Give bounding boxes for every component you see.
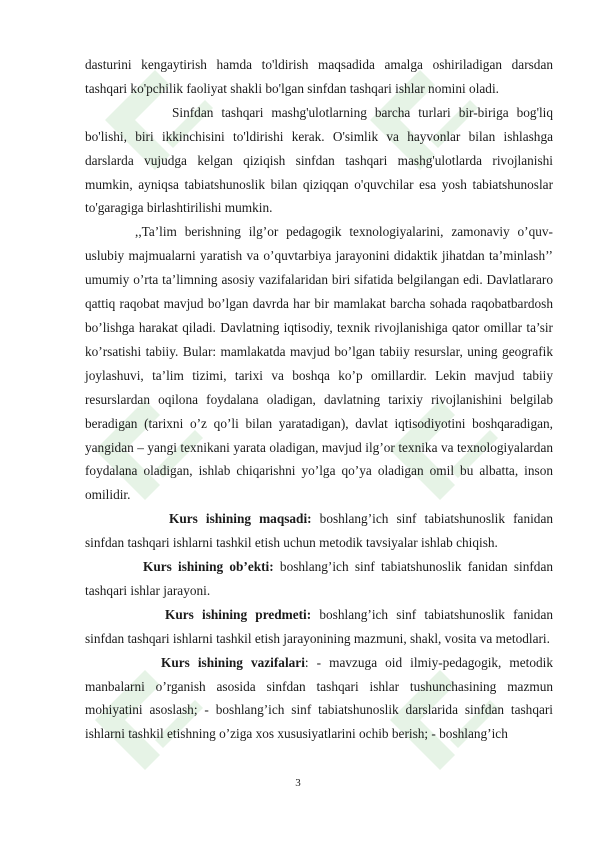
paragraph-course-object	[85, 555, 553, 603]
paragraph-intro-continued: dasturini kengaytirish hamda to'ldirish maqsadida amalga oshiriladigan darsdan tashqari ko'pchilik faoliyat shakli bo'lgan sinfdan tashqari ishlar nomini oladi.	[85, 57, 553, 96]
page-number: 3	[295, 777, 301, 789]
course-object-text: boshlang’ich sinf tabiatshunoslik fanidan sinfdan tashqari ishlar jarayoni.	[85, 559, 553, 598]
document-body	[85, 53, 553, 746]
paragraph-course-subject	[85, 603, 553, 651]
paragraph-pedagogical-tech: ,,Ta’lim berishning ilg’or pedagogik texnologiyalarini, zamonaviy o’quv-uslubiy majmualarni yaratish va o’quvtarbiya jarayonini didaktik jihatdan ta’minlash’’ umumiy o’rta ta’limning asosiy vazifalaridan biri sifatida belgilangan edi. Davlatlararo qattiq raqobat mavjud bo’lgan davrda har bir mamlakat barcha sohada raqobatbardosh bo’lishga harakat qiladi. Davlatning iqtisodiy, texnik rivojlanishiga qator omillar ta’sir ko’rsatishi tabiiy. Bular: mamlakatda mavjud bo’lgan tabiiy resurslar, uning geografik joylashuvi, ta’lim tizimi, tarixi va boshqa ko’p omillardir. Lekin mavjud tabiiy resurslardan oqilona foydalana oladigan, davlatning tarixiy rivojlanishini belgilab beradigan (tarixni o’z qo’li bilan yaratadigan), davlat iqtisodiyotini boshqaradigan, yangidan – yangi texnikani yarata oladigan, mavjud ilg’or texnika va texnologiyalardan foydalana oladigan, ishlab chiqarishni yo’lga qo’ya oladigan omil bu albatta, inson omilidir.	[85, 224, 553, 503]
course-object-label: Kurs ishining ob’ekti:	[143, 559, 274, 575]
course-goal-label: Kurs ishining maqsadi:	[169, 511, 312, 527]
course-goal-text: boshlang’ich sinf tabiatshunoslik fanidan sinfdan tashqari ishlarni tashkil etish uchun metodik tavsiyalar ishlab chiqish.	[85, 511, 553, 551]
paragraph-extracurricular: Sinfdan tashqari mashg'ulotlarning barcha turlari bir-biriga bog'liq bo'lishi, biri ikkinchisini to'ldirishi kerak. O'simlik va hayvonlar bilan ishlashga darslarda vujudga kelgan qiziqish sinfdan tashqari mashg'ulotlarda rivojlanishi mumkin, ayniqsa tabiatshunoslik bilan qiziqqan o'quvchilar esa yosh tabiatshunoslar to'garagiga birlashtirilishi mumkin.	[85, 104, 553, 216]
paragraph-course-tasks	[85, 651, 553, 747]
paragraph-course-goal	[85, 507, 553, 555]
course-tasks-text: : - mavzuga oid ilmiy-pedagogik, metodik manbalarni o’rganish asosida sinfdan tashqari ishlar tushunchasining mazmun mohiyatini asoslash; - boshlang’ich sinf tabiatshunoslik darslarida sinfdan tashqari ishlarni tashkil etishning o’ziga xos xususiyatlarini ochib berish; - boshlang’ich	[85, 654, 553, 742]
course-tasks-label: Kurs ishining vazifalari	[161, 654, 305, 670]
course-subject-text: boshlang’ich sinf tabiatshunoslik fanidan sinfdan tashqari ishlarni tashkil etish jarayonining mazmuni, shakl, vosita va metodlari.	[85, 606, 553, 646]
course-subject-label: Kurs ishining predmeti:	[165, 606, 312, 622]
